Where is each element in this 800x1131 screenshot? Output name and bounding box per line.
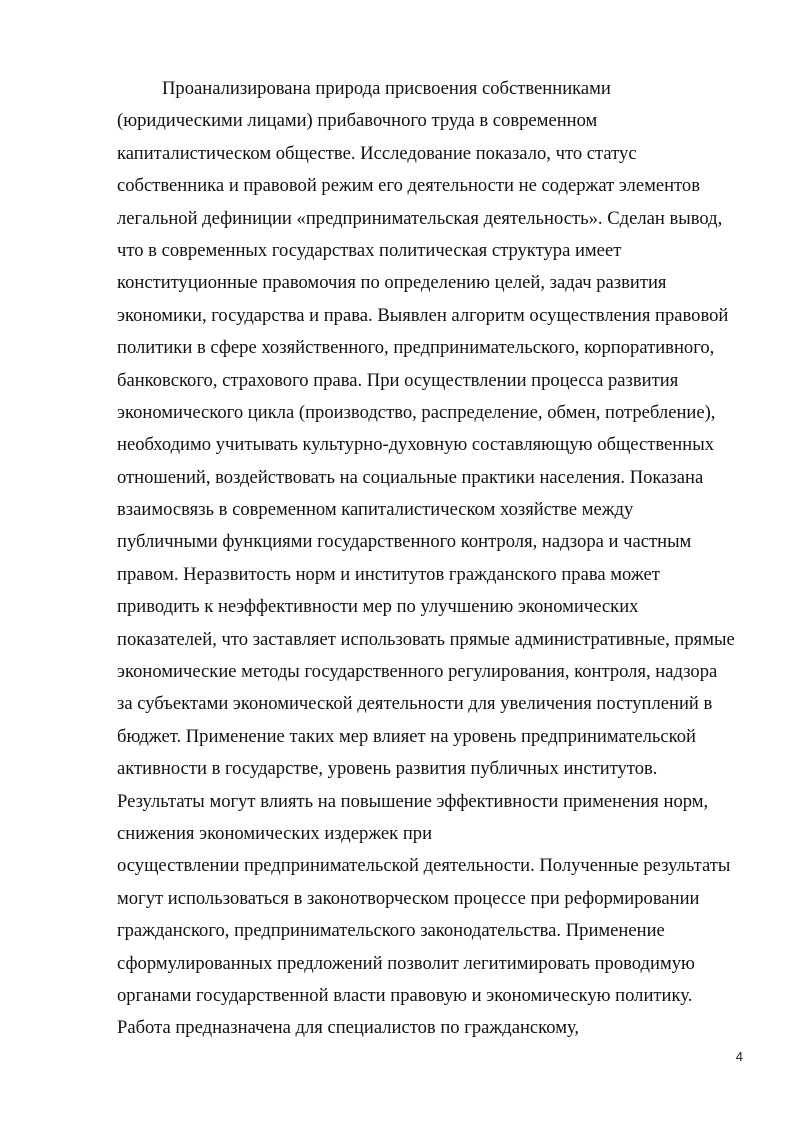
text-line: сформулированных предложений позволит легитимировать проводимую (117, 952, 695, 974)
text-line: собственника и правовой режим его деятельности не содержат элементов (117, 175, 700, 197)
text-line: могут использоваться в законотворческом процессе при реформировании (117, 887, 700, 909)
text-line: бюджет. Применение таких мер влияет на уровень предпринимательской (117, 725, 696, 747)
text-line: банковского, страхового права. При осуществлении процесса развития (117, 369, 679, 391)
text-line: за субъектами экономической деятельности для увеличения поступлений в (117, 693, 713, 715)
text-line: экономические методы государственного регулирования, контроля, надзора (117, 661, 718, 683)
text-line: органами государственной власти правовую и экономическую политику. (117, 984, 693, 1006)
text-line: публичными функциями государственного контроля, надзора и частным (117, 531, 692, 553)
text-line: необходимо учитывать культурно-духовную составляющую общественных (117, 434, 714, 456)
text-line: правом. Неразвитость норм и институтов гражданского права может (117, 563, 660, 585)
text-line: легальной дефиниции «предпринимательская деятельность». Сделан вывод, (117, 207, 723, 229)
body-paragraph (117, 73, 757, 1045)
text-line: Результаты могут влиять на повышение эффективности применения норм, (117, 790, 709, 812)
text-line: приводить к неэффективности мер по улучшению экономических (117, 596, 639, 618)
text-line: политики в сфере хозяйственного, предпринимательского, корпоративного, (117, 337, 715, 359)
text-line: гражданского, предпринимательского законодательства. Применение (117, 920, 665, 942)
text-line: Проанализирована природа присвоения собственниками (162, 78, 611, 99)
text-line: экономического цикла (производство, распределение, обмен, потребление), (117, 401, 716, 423)
text-line: активности в государстве, уровень развития публичных институтов. (117, 758, 658, 780)
text-line: экономики, государства и права. Выявлен алгоритм осуществления правовой (117, 304, 729, 326)
text-line: снижения экономических издержек при (117, 822, 433, 844)
text-line: показателей, что заставляет использовать прямые административные, прямые (117, 628, 735, 650)
text-line: (юридическими лицами) прибавочного труда в современном (117, 110, 598, 132)
text-line: капиталистическом обществе. Исследование показало, что статус (117, 142, 637, 164)
page-number: 4 (735, 1049, 743, 1064)
text-line: взаимосвязь в современном капиталистическом хозяйстве между (117, 499, 634, 521)
text-line: конституционные правомочия по определению целей, задач развития (117, 272, 667, 294)
text-line: Работа предназначена для специалистов по гражданскому, (117, 1017, 580, 1039)
text-line: отношений, воздействовать на социальные практики населения. Показана (117, 466, 704, 488)
text-line: осуществлении предпринимательской деятельности. Полученные результаты (117, 855, 731, 877)
text-line: что в современных государствах политическая структура имеет (117, 239, 622, 261)
